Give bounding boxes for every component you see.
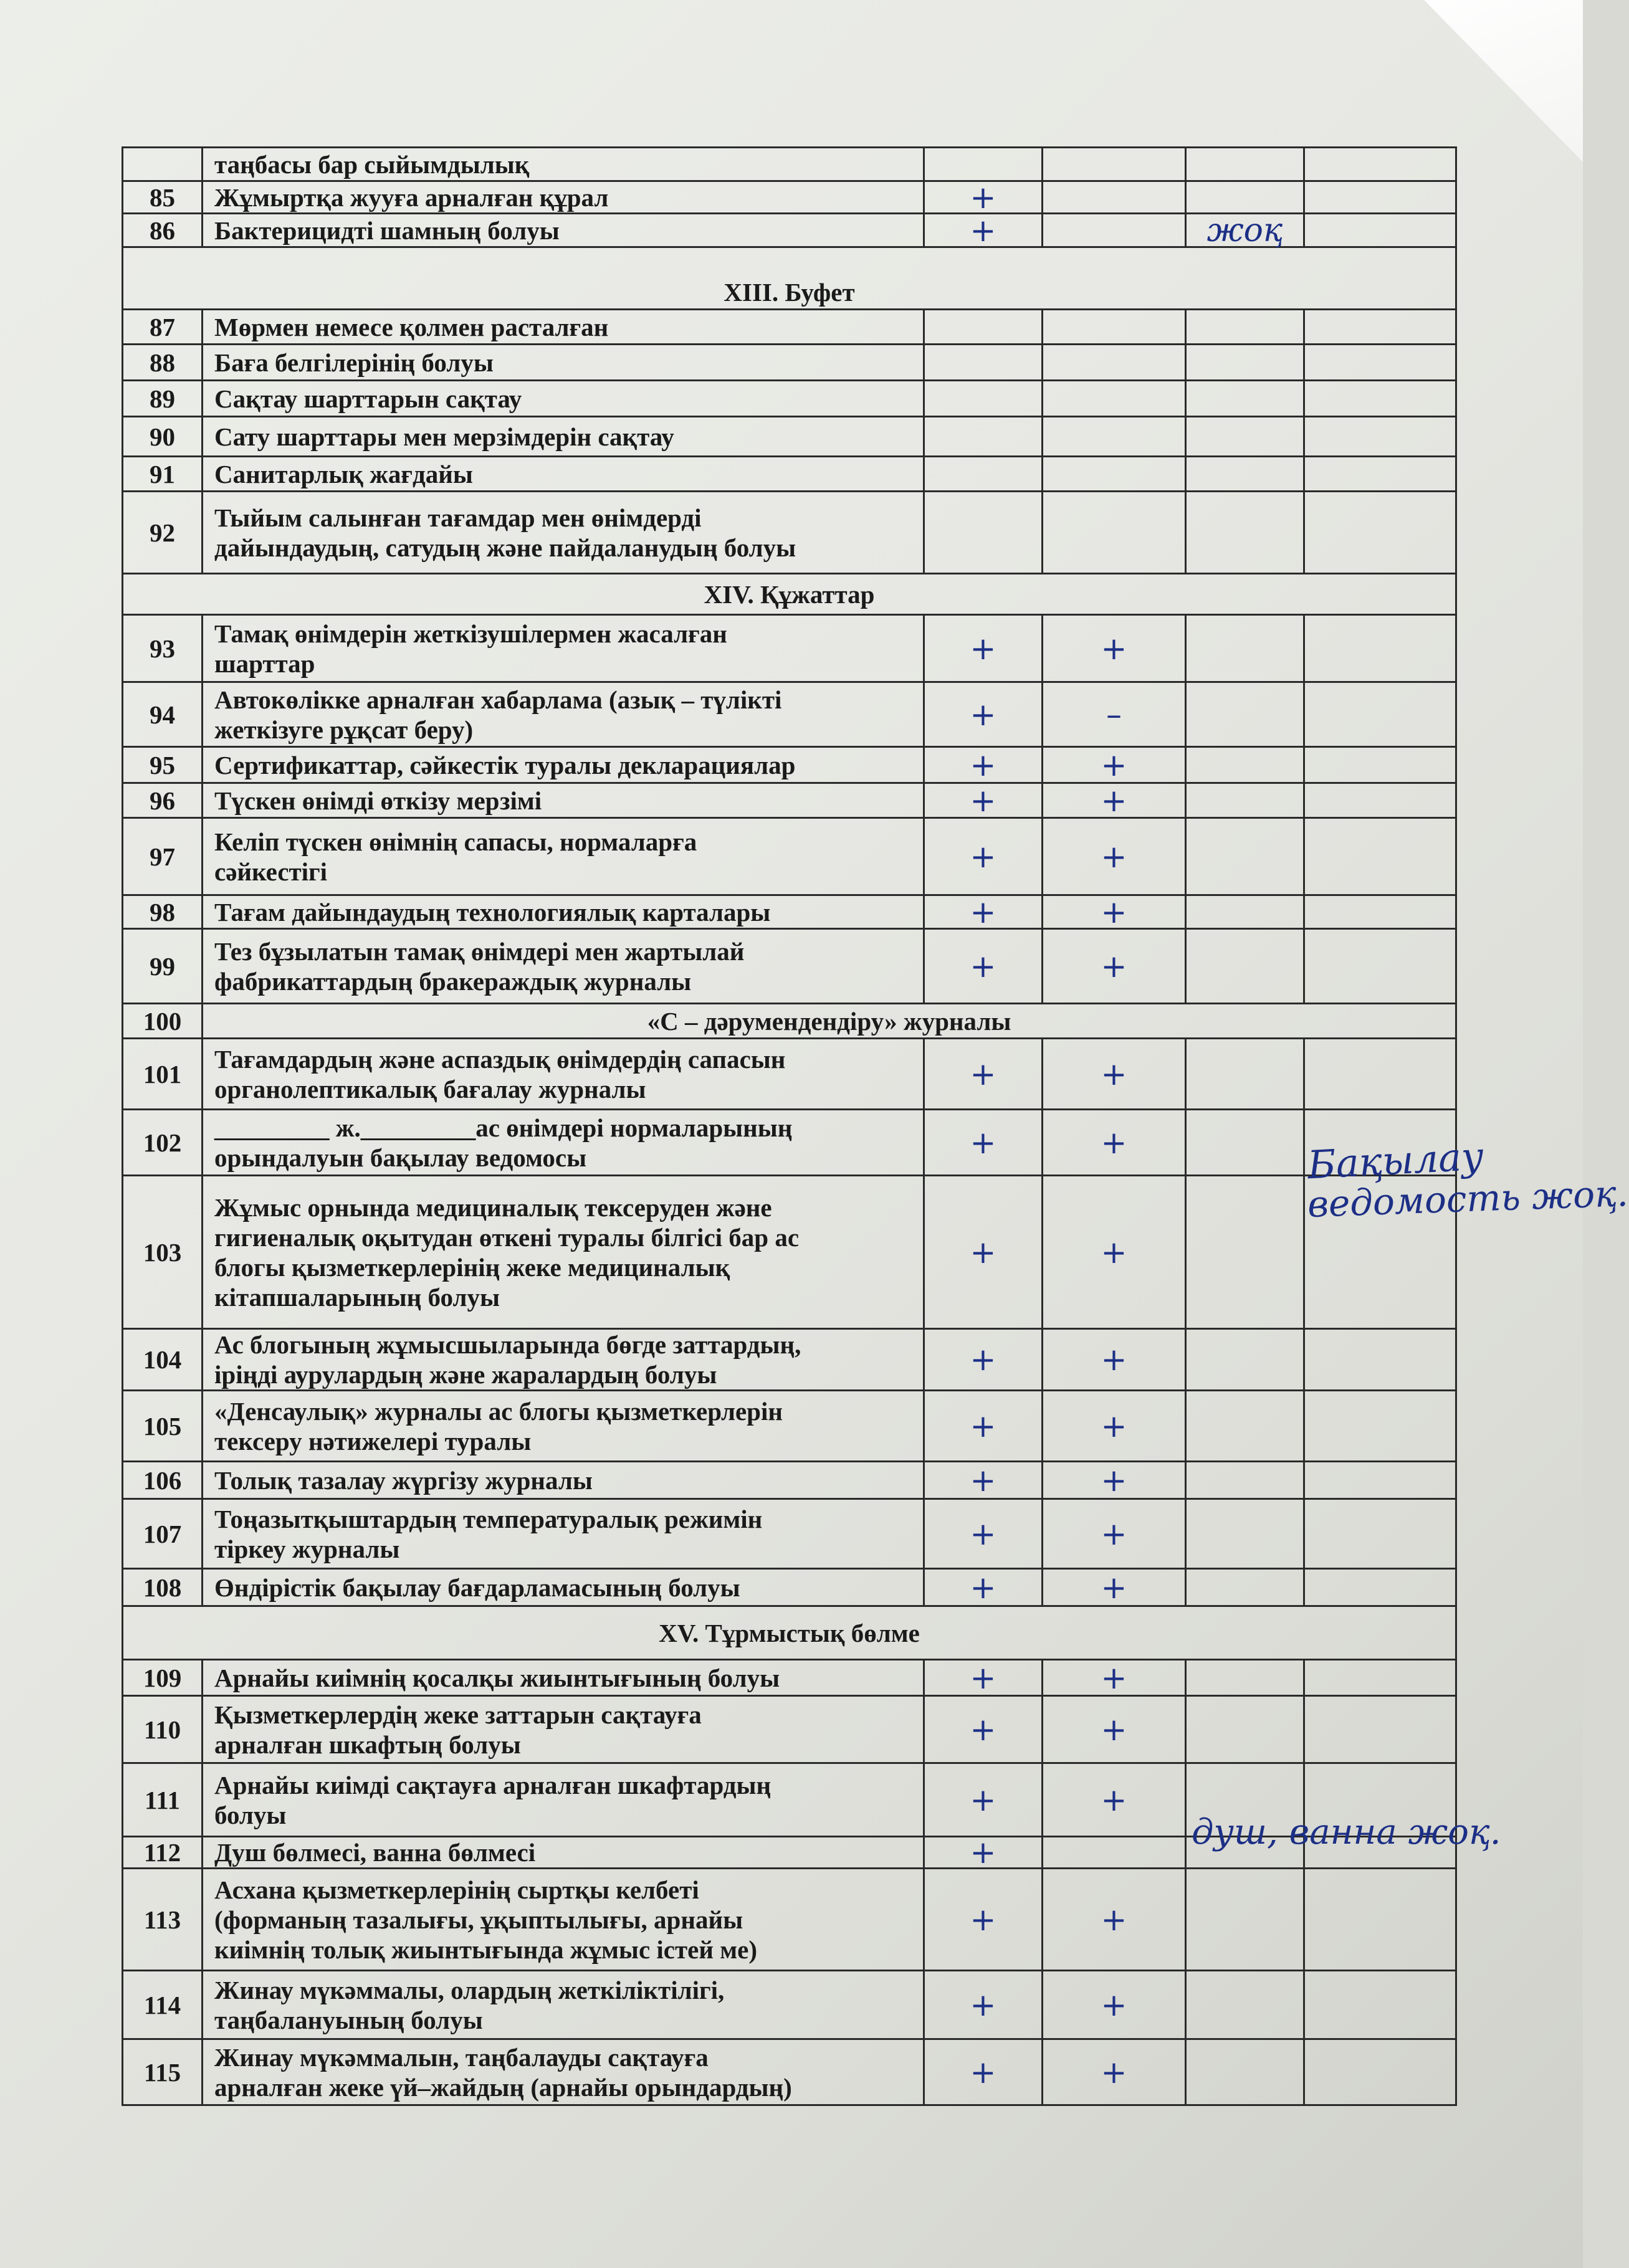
mark-col-4 <box>1304 148 1456 181</box>
mark-col-3 <box>1186 783 1304 818</box>
mark-col-3 <box>1186 492 1304 574</box>
row-number: 107 <box>123 1499 203 1569</box>
mark-col-1: + <box>924 747 1043 783</box>
row-item-line: киімнің толық жиынтығында жұмыс істей ме) <box>214 1935 757 1964</box>
table-row <box>123 1004 1456 1039</box>
row-item-name: Душ бөлмесі, ванна бөлмесі <box>203 1837 924 1869</box>
table-row <box>123 1696 1456 1763</box>
table-row <box>123 1039 1456 1110</box>
mark-col-2: + <box>1043 1462 1186 1499</box>
mark-col-4 <box>1304 181 1456 214</box>
row-item-name: Өндірістік бақылау бағдарламасының болуы <box>203 1569 924 1606</box>
table-row <box>123 1971 1456 2039</box>
row-item-name: Сертификаттар, сәйкестік туралы декларациялар <box>203 747 924 783</box>
mark-col-2: + <box>1043 1660 1186 1696</box>
row-item-line: таңбалануының болуы <box>214 2005 483 2034</box>
mark-col-4 <box>1304 492 1456 574</box>
row-item-name <box>203 1391 924 1462</box>
mark-col-2: + <box>1043 783 1186 818</box>
table-row <box>123 1462 1456 1499</box>
table-row <box>123 417 1456 457</box>
row-number <box>123 148 203 181</box>
row-item-line: Тыйым салынған тағамдар мен өнімдерді <box>214 503 702 532</box>
mark-col-1: + <box>924 1110 1043 1176</box>
mark-col-3 <box>1186 181 1304 214</box>
mark-col-1: + <box>924 1837 1043 1869</box>
mark-col-2 <box>1043 214 1186 247</box>
mark-col-3 <box>1186 1329 1304 1391</box>
row-number: 95 <box>123 747 203 783</box>
section-row <box>123 1606 1456 1660</box>
row-item-line: Автокөлікке арналған хабарлама (азық – түлікті <box>214 685 782 714</box>
mark-col-1: + <box>924 615 1043 682</box>
mark-col-3 <box>1186 747 1304 783</box>
table-row <box>123 2039 1456 2105</box>
row-item-name <box>203 492 924 574</box>
row-item-name <box>203 2039 924 2105</box>
row-number: 98 <box>123 895 203 929</box>
mark-col-2: + <box>1043 1391 1186 1462</box>
handwritten-note: душ, ванна жоқ. <box>1192 1812 1501 1852</box>
mark-col-2: + <box>1043 1569 1186 1606</box>
section-row <box>123 247 1456 310</box>
mark-col-1: + <box>924 1869 1043 1971</box>
mark-col-2 <box>1043 345 1186 381</box>
row-number: 110 <box>123 1696 203 1763</box>
row-number: 92 <box>123 492 203 574</box>
row-number: 108 <box>123 1569 203 1606</box>
row-number: 94 <box>123 682 203 747</box>
row-item-name: Толық тазалау жүргізу журналы <box>203 1462 924 1499</box>
mark-col-2: + <box>1043 1499 1186 1569</box>
mark-col-3 <box>1186 1176 1304 1329</box>
mark-col-1: + <box>924 929 1043 1004</box>
row-item-name: таңбасы бар сыйымдылық <box>203 148 924 181</box>
row-number: 89 <box>123 381 203 417</box>
table-row <box>123 1660 1456 1696</box>
row-item-line: Жинау мүкәммалын, таңбалауды сақтауға <box>214 2042 709 2072</box>
row-item-line: Жинау мүкәммалы, олардың жеткіліктілігі, <box>214 1975 725 2004</box>
mark-col-4 <box>1304 818 1456 895</box>
mark-col-1 <box>924 345 1043 381</box>
table-row <box>123 181 1456 214</box>
mark-col-3 <box>1186 148 1304 181</box>
table-row <box>123 1176 1456 1329</box>
row-number: 91 <box>123 457 203 492</box>
mark-col-4 <box>1304 214 1456 247</box>
mark-col-4 <box>1304 1039 1456 1110</box>
table-row <box>123 615 1456 682</box>
mark-col-3 <box>1186 381 1304 417</box>
table-row <box>123 895 1456 929</box>
row-item-name <box>203 1971 924 2039</box>
table-row <box>123 1869 1456 1971</box>
mark-col-4 <box>1304 615 1456 682</box>
table-row <box>123 310 1456 345</box>
mark-col-1: + <box>924 1569 1043 1606</box>
row-item-name: Арнайы киімнің қосалқы жиынтығының болуы <box>203 1660 924 1696</box>
mark-col-2: + <box>1043 615 1186 682</box>
mark-col-4 <box>1304 1869 1456 1971</box>
mark-col-3 <box>1186 895 1304 929</box>
row-item-line: дайындаудың, сатудың және пайдаланудың болуы <box>214 533 796 562</box>
table-row <box>123 929 1456 1004</box>
mark-col-3 <box>1186 929 1304 1004</box>
row-item-line: кітапшаларының болуы <box>214 1282 500 1312</box>
table-row <box>123 381 1456 417</box>
mark-col-1: + <box>924 1176 1043 1329</box>
row-item-line: жеткізуге рұқсат беру) <box>214 715 474 744</box>
row-item-name: «С – дәрумендендіру» журналы <box>203 1004 1456 1039</box>
row-number: 114 <box>123 1971 203 2039</box>
table-row <box>123 1110 1456 1176</box>
section-title: XV. Тұрмыстық бөлме <box>123 1606 1456 1660</box>
mark-col-1: + <box>924 1660 1043 1696</box>
mark-col-3 <box>1186 2039 1304 2105</box>
mark-col-2: + <box>1043 1110 1186 1176</box>
handwritten-note: ведомость жоқ. <box>1306 1172 1629 1226</box>
row-item-name <box>203 1869 924 1971</box>
mark-col-2 <box>1043 181 1186 214</box>
mark-col-1: + <box>924 895 1043 929</box>
mark-col-4 <box>1304 1462 1456 1499</box>
mark-col-2: + <box>1043 747 1186 783</box>
mark-col-4 <box>1304 929 1456 1004</box>
row-number: 115 <box>123 2039 203 2105</box>
row-number: 90 <box>123 417 203 457</box>
row-item-line: Асхана қызметкерлерінің сыртқы келбеті <box>214 1875 699 1904</box>
mark-col-3 <box>1186 457 1304 492</box>
row-item-line: Арнайы киімді сақтауға арналған шкафтардың <box>214 1770 772 1799</box>
mark-col-4 <box>1304 1660 1456 1696</box>
mark-col-3 <box>1186 310 1304 345</box>
row-number: 111 <box>123 1763 203 1837</box>
row-number: 85 <box>123 181 203 214</box>
row-number: 103 <box>123 1176 203 1329</box>
mark-col-1 <box>924 148 1043 181</box>
row-item-name <box>203 1039 924 1110</box>
mark-col-1: + <box>924 214 1043 247</box>
row-item-line: арналған шкафтың болуы <box>214 1730 521 1759</box>
row-item-name: Сақтау шарттарын сақтау <box>203 381 924 417</box>
mark-col-2: + <box>1043 1329 1186 1391</box>
row-item-name <box>203 1763 924 1837</box>
section-title: XIV. Құжаттар <box>123 574 1456 615</box>
row-item-name: Санитарлық жағдайы <box>203 457 924 492</box>
row-item-name: Тағам дайындаудың технологиялық карталары <box>203 895 924 929</box>
mark-col-3 <box>1186 1869 1304 1971</box>
mark-col-4 <box>1304 1569 1456 1606</box>
row-item-line: тіркеу журналы <box>214 1534 400 1563</box>
row-item-line: Келіп түскен өнімнің сапасы, нормаларға <box>214 827 697 856</box>
row-item-name <box>203 1176 924 1329</box>
mark-col-3 <box>1186 682 1304 747</box>
table-row <box>123 457 1456 492</box>
mark-col-2 <box>1043 457 1186 492</box>
row-item-line: Ас блогының жұмысшыларында бөгде заттардың, <box>214 1330 801 1359</box>
row-number: 99 <box>123 929 203 1004</box>
mark-col-2: + <box>1043 2039 1186 2105</box>
paper-corner <box>1371 0 1583 162</box>
mark-col-2 <box>1043 381 1186 417</box>
mark-col-2 <box>1043 492 1186 574</box>
row-number: 105 <box>123 1391 203 1462</box>
mark-col-2 <box>1043 1837 1186 1869</box>
row-item-line: болуы <box>214 1800 287 1829</box>
row-item-line: тексеру нәтижелері туралы <box>214 1426 532 1456</box>
table-row <box>123 345 1456 381</box>
row-item-line: _________ ж._________ас өнімдері нормаларының <box>214 1113 793 1142</box>
mark-col-2: + <box>1043 1971 1186 2039</box>
row-item-line: (форманың тазалығы, ұқыптылығы, арнайы <box>214 1905 743 1934</box>
table-row <box>123 214 1456 247</box>
mark-col-3 <box>1186 1660 1304 1696</box>
row-number: 96 <box>123 783 203 818</box>
row-item-line: Қызметкерлердің жеке заттарын сақтауға <box>214 1700 702 1729</box>
mark-col-4 <box>1304 783 1456 818</box>
row-item-name <box>203 818 924 895</box>
mark-col-3 <box>1186 1039 1304 1110</box>
mark-col-1: + <box>924 783 1043 818</box>
row-item-name: Баға белгілерінің болуы <box>203 345 924 381</box>
mark-col-1: + <box>924 1499 1043 1569</box>
row-number: 106 <box>123 1462 203 1499</box>
mark-col-1 <box>924 310 1043 345</box>
mark-col-3 <box>1186 1391 1304 1462</box>
row-item-line: орындалуын бақылау ведомосы <box>214 1143 587 1172</box>
mark-col-4 <box>1304 345 1456 381</box>
mark-col-3 <box>1186 1499 1304 1569</box>
row-number: 113 <box>123 1869 203 1971</box>
mark-col-3 <box>1186 818 1304 895</box>
row-number: 87 <box>123 310 203 345</box>
mark-col-3 <box>1186 1110 1304 1176</box>
row-number: 93 <box>123 615 203 682</box>
mark-col-3: жоқ <box>1186 214 1304 247</box>
mark-col-2: + <box>1043 895 1186 929</box>
row-item-name <box>203 615 924 682</box>
mark-col-1: + <box>924 1971 1043 2039</box>
mark-col-2 <box>1043 417 1186 457</box>
row-item-name <box>203 1499 924 1569</box>
row-number: 104 <box>123 1329 203 1391</box>
mark-col-4 <box>1304 682 1456 747</box>
mark-col-1: + <box>924 818 1043 895</box>
row-item-name <box>203 1110 924 1176</box>
mark-col-1: + <box>924 1763 1043 1837</box>
mark-col-1 <box>924 457 1043 492</box>
row-item-name <box>203 1696 924 1763</box>
mark-col-2: + <box>1043 1763 1186 1837</box>
table-row <box>123 1499 1456 1569</box>
row-item-line: Тамақ өнімдерін жеткізушілермен жасалған <box>214 619 727 648</box>
row-item-name <box>203 929 924 1004</box>
table-row <box>123 747 1456 783</box>
row-item-name: Жұмыртқа жууға арналған құрал <box>203 181 924 214</box>
row-number: 88 <box>123 345 203 381</box>
table-row <box>123 682 1456 747</box>
row-item-line: Тағамдардың және аспаздық өнімдердің сапасын <box>214 1044 786 1074</box>
mark-col-2: + <box>1043 1176 1186 1329</box>
row-item-name: Сату шарттары мен мерзімдерін сақтау <box>203 417 924 457</box>
mark-col-4 <box>1304 1696 1456 1763</box>
mark-col-4 <box>1304 1971 1456 2039</box>
row-item-name <box>203 1329 924 1391</box>
row-number: 112 <box>123 1837 203 1869</box>
mark-col-3 <box>1186 1462 1304 1499</box>
mark-col-4 <box>1304 381 1456 417</box>
mark-col-2: + <box>1043 1039 1186 1110</box>
row-item-line: арналған жеке үй–жайдың (арнайы орындардың) <box>214 2072 792 2102</box>
row-item-line: блогы қызметкерлерінің жеке медициналық <box>214 1252 730 1282</box>
mark-col-2: – <box>1043 682 1186 747</box>
mark-col-4 <box>1304 2039 1456 2105</box>
mark-col-2: + <box>1043 929 1186 1004</box>
section-title: XIII. Буфет <box>123 247 1456 310</box>
mark-col-1 <box>924 417 1043 457</box>
mark-col-2 <box>1043 148 1186 181</box>
mark-col-4 <box>1304 1391 1456 1462</box>
mark-col-1 <box>924 492 1043 574</box>
mark-col-3 <box>1186 1696 1304 1763</box>
row-item-line: органолептикалық бағалау журналы <box>214 1074 646 1103</box>
mark-col-1: + <box>924 1391 1043 1462</box>
row-number: 100 <box>123 1004 203 1039</box>
row-item-line: «Денсаулық» журналы ас блогы қызметкерлерін <box>214 1396 783 1426</box>
mark-col-2: + <box>1043 1696 1186 1763</box>
mark-col-4 <box>1304 417 1456 457</box>
table-row <box>123 1569 1456 1606</box>
mark-col-2: + <box>1043 1869 1186 1971</box>
row-number: 86 <box>123 214 203 247</box>
table-row <box>123 783 1456 818</box>
row-item-line: іріңді аурулардың және жаралардың болуы <box>214 1360 717 1389</box>
mark-col-4 <box>1304 1499 1456 1569</box>
table-row <box>123 818 1456 895</box>
table-row <box>123 492 1456 574</box>
mark-col-1: + <box>924 682 1043 747</box>
mark-col-1: + <box>924 1696 1043 1763</box>
row-item-name: Түскен өнімді өткізу мерзімі <box>203 783 924 818</box>
mark-col-1: + <box>924 1039 1043 1110</box>
row-item-line: шарттар <box>214 649 315 678</box>
mark-col-4 <box>1304 457 1456 492</box>
mark-col-3 <box>1186 345 1304 381</box>
mark-col-3 <box>1186 615 1304 682</box>
row-item-line: фабрикаттардың бракераждық журналы <box>214 966 692 996</box>
table-row <box>123 1329 1456 1391</box>
section-row <box>123 574 1456 615</box>
row-item-line: сәйкестігі <box>214 857 328 886</box>
table-row <box>123 148 1456 181</box>
mark-col-3 <box>1186 1569 1304 1606</box>
row-item-name: Бактерицидті шамның болуы <box>203 214 924 247</box>
row-number: 102 <box>123 1110 203 1176</box>
mark-col-4 <box>1304 895 1456 929</box>
mark-col-2: + <box>1043 818 1186 895</box>
mark-col-2 <box>1043 310 1186 345</box>
mark-col-4 <box>1304 1329 1456 1391</box>
row-number: 101 <box>123 1039 203 1110</box>
mark-col-1: + <box>924 2039 1043 2105</box>
mark-col-3 <box>1186 417 1304 457</box>
mark-col-4 <box>1304 310 1456 345</box>
row-item-line: гигиеналық оқытудан өткені туралы білгісі бар ас <box>214 1222 800 1252</box>
row-item-name <box>203 682 924 747</box>
mark-col-1: + <box>924 1329 1043 1391</box>
row-item-line: Тез бұзылатын тамақ өнімдері мен жартылай <box>214 936 745 966</box>
row-number: 97 <box>123 818 203 895</box>
mark-col-3 <box>1186 1971 1304 2039</box>
table-row <box>123 1391 1456 1462</box>
mark-col-1: + <box>924 1462 1043 1499</box>
row-number: 109 <box>123 1660 203 1696</box>
handwritten-note: Бақылау <box>1306 1133 1485 1188</box>
mark-col-1: + <box>924 181 1043 214</box>
mark-col-1 <box>924 381 1043 417</box>
mark-col-4 <box>1304 747 1456 783</box>
row-item-line: Жұмыс орнында медициналық тексеруден және <box>214 1193 772 1222</box>
row-item-name: Мөрмен немесе қолмен расталған <box>203 310 924 345</box>
row-item-line: Тоңазытқыштардың температуралық режимін <box>214 1504 763 1533</box>
